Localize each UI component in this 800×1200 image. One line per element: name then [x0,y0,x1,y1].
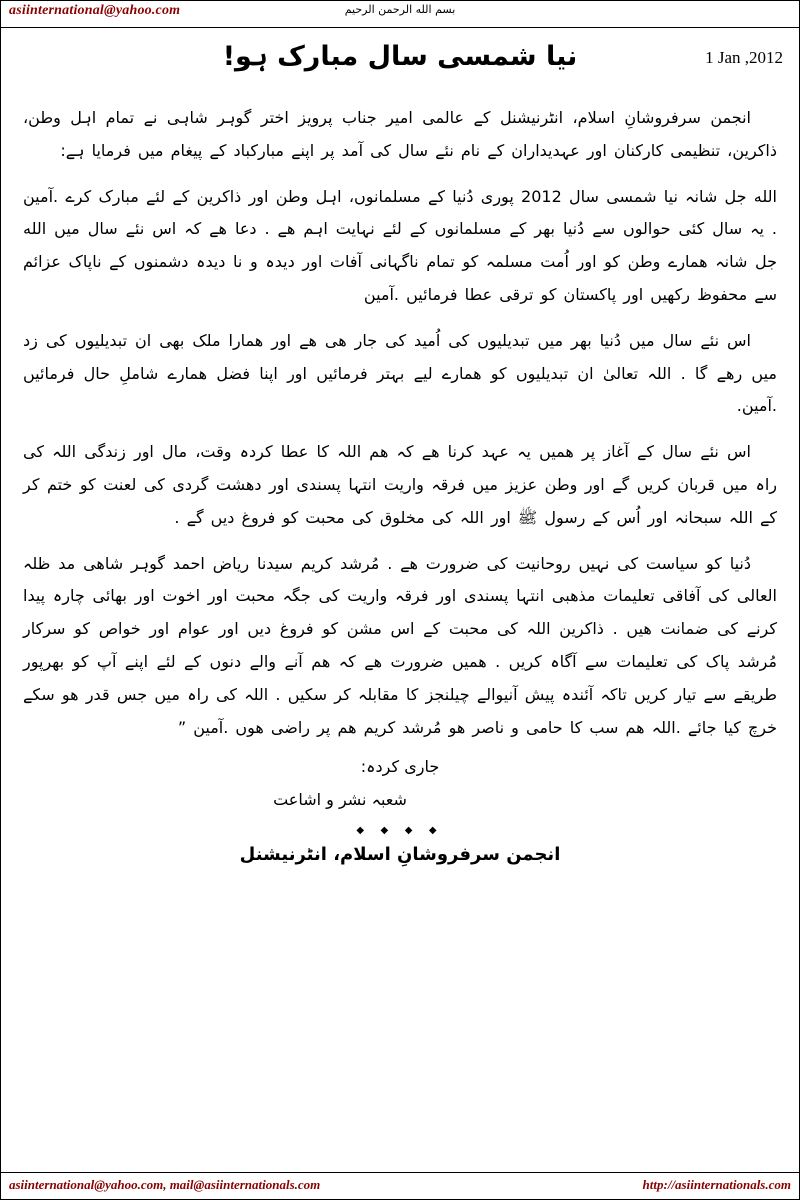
paragraph-1: الله جل شانہ نیا شمسی سال 2012 پوری دُنیا کے مسلمانوں، اہل وطن اور ذاکرین کے لئے مبارک کرے .آمین . یہ سال کئی حوالوں سے دُنیا بھر کے مسلمانوں کے لئے نہایت اہم ھے . دعا ھے کہ اس نئے سال میں الله جل شانہ ھمارے وطن کو اور اُمت مسلمہ کو تمام ناگہانی آفات اور دیدہ و نا دیدہ دشمنوں کے ناپاک عزائم سے محفوظ رکھیں اور پاکستان کو ترقی عطا فرمائیں .آمین [23,186,778,304]
page-header [1,1,799,28]
signoff-block [1,757,799,809]
bismillah-text: بسم الله الرحمن الرحيم [344,3,456,16]
page-footer [1,1172,799,1199]
paragraph-2: اس نئے سال میں دُنیا بھر میں تبدیلیوں کی اُمید کی جار ھی ھے اور ھمارا ملک بھی ان تبدیلیوں کی زد میں رھے گا . اللہ تعالیٰ ان تبدیلیوں کو ھمارے لیے بہتر فرمائیں اور اپنا فضل ھمارے شاملِ حال فرمائیں .آمین. [23,330,777,416]
footer-email-links[interactable]: asiinternational@yahoo.com, mail@asiinternationals.com [9,1177,321,1192]
document-body [1,102,799,744]
decorative-separator: ◆ ◆ ◆ ◆ [356,825,444,837]
paragraph-3: اس نئے سال کے آغاز پر ھمیں یہ عہد کرنا ھے کہ ھم اللہ کا عطا کردہ وقت، مال اور زندگی اللہ کی راہ میں قربان کریں گے اور وطن عزیز میں فرقہ واریت انتہا پسندی اور دھشت گردی کی لعنت کو ختم کر کے اللہ سبحانہ اور اُس کے رسول ﷺ اور اللہ کی مخلوق کی محبت کو فروغ دیں گے . [23,442,777,527]
paragraph-intro: انجمن سرفروشانِ اسلام، انٹرنیشنل کے عالمی امیر جناب پرویز اختر گوہر شاہی نے تمام اہل وطن، ذاکرین، تنظیمی کارکنان اور عہدیداران کے نام نئے سال کی آمد پر اپنے مبارکباد کے پیغام میں فرمایا ہے: [23,108,777,160]
document-date: 1 Jan ,2012 [705,48,783,67]
page-title: نیا شمسی سال مبارک ہو! [222,41,578,72]
issued-by-label: جاری کردہ: [360,757,440,777]
footer-website-link[interactable]: http://asiinternationals.com [642,1177,791,1192]
organization-name: انجمن سرفروشانِ اسلام، انٹرنیشنل [239,844,561,866]
department-name: شعبہ نشر و اشاعت [273,790,407,810]
title-row [1,36,799,92]
header-email-link[interactable]: asiinternational@yahoo.com [9,3,181,18]
paragraph-4: دُنیا کو سیاست کی نہیں روحانیت کی ضرورت ھے . مُرشد کریم سیدنا ریاض احمد گوہر شاھی مد ظلہ العالی کی آفاقی تعلیمات مذھبی انتہا پسندی اور فرقہ واریت کی جگہ محبت اور اخوت اور بھائی چارہ پیدا کرنے کی ضمانت ھیں . ذاکرین اللہ کی محبت کے اس مشن کو فروغ دیں اور عوام اور خواص کو سرکار مُرشد پاک کی تعلیمات سے آگاہ کریں . ھمیں ضرورت ھے کہ ھم آنے والے دنوں کے لئے اپنے آپ کو بھرپور طریقے سے تیار کریں تاکہ آئندہ پیش آنیوالے چیلنجز کا مقابلہ کر سکیں . اللہ کی راہ میں جس قدر ھو سکے خرچ کیا جائے .اللہ ھم سب کا حامی و ناصر ھو مُرشد کریم ھم پر راضی ھوں .آمین ” [23,553,777,737]
